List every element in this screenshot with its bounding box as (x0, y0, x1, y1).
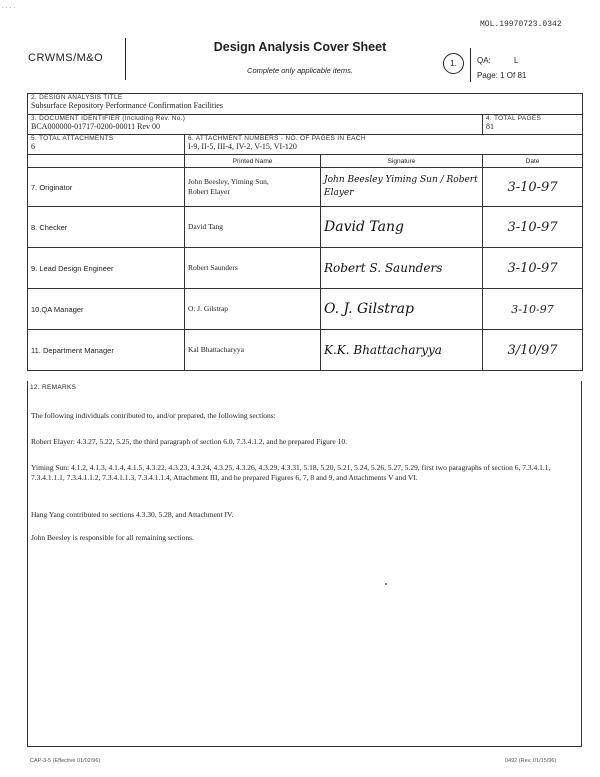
signature: O. J. Gilstrap (321, 289, 483, 330)
remarks-paragraph: Hang Yang contributed to sections 4.3.30, 5.28, and Attachment IV. (31, 510, 234, 519)
qa-label: QA: (477, 56, 491, 65)
table-row (28, 248, 583, 289)
field-label: 4. TOTAL PAGES (486, 115, 542, 122)
page-count: Page: 1 Of 81 (477, 71, 527, 80)
printed-name: Kal Bhattacharyya (185, 330, 321, 371)
total-pages-cell (483, 115, 583, 135)
role-label: 8. Checker (28, 207, 185, 248)
cover-sheet-table (27, 93, 583, 371)
attachment-numbers-cell (185, 135, 583, 155)
printed-name: David Tang (185, 207, 321, 248)
document-identifier: BCA000000-01717-0200-00011 Rev 00 (31, 122, 161, 131)
document-accession-number: MOL.19970723.0342 (480, 20, 562, 29)
date-header: Date (483, 155, 583, 168)
circled-number: 1. (443, 53, 464, 74)
page-subtitle: Complete only applicable items. (247, 66, 353, 75)
printed-name: O. J. Gilstrap (185, 289, 321, 330)
date: 3-10-97 (483, 207, 583, 248)
signature: Robert S. Saunders (321, 248, 483, 289)
header-blank (28, 155, 185, 168)
organization-name: CRWMS/M&O (28, 52, 104, 64)
date: 3-10-97 (483, 168, 583, 207)
design-analysis-title-cell (28, 94, 583, 115)
role-label: 11. Department Manager (28, 330, 185, 371)
printed-name: Robert Saunders (185, 248, 321, 289)
signature: K.K. Bhattacharyya (321, 330, 483, 371)
signature: David Tang (321, 207, 483, 248)
field-label: 2. DESIGN ANALYSIS TITLE (31, 94, 123, 101)
role-label: 9. Lead Design Engineer (28, 248, 185, 289)
remarks-paragraph: The following individuals contributed to, and/or prepared, the following sections: (31, 411, 276, 420)
date: 3/10/97 (483, 330, 583, 371)
speck (385, 583, 387, 585)
total-attachments: 6 (31, 142, 35, 151)
date: 3-10-97 (483, 289, 583, 330)
remarks-paragraph: Yiming Sun: 4.1.2, 4.1.3, 4.1.4, 4.1.5, 4.3.22, 4.3.23, 4.3.24, 4.3.25, 4.3.26, 4.3.29, 4.3.31, 5.18, 5.20, 5.21, 5.24, 5.26, 5.27, 5.29, first two paragraphs of section 6, 7.3.4.1.1, 7.3.4.1.1.1, 7.3.4.1.1.2, 7.3.4.1.1.3, 7.3.4.1.1.4, Attachment III, and he prepared Figures 6, 7, 8 and 9, and Attachments V and VI. (31, 463, 551, 482)
page-title: Design Analysis Cover Sheet (213, 40, 387, 54)
total-pages: 81 (486, 122, 494, 131)
field-label: 6. ATTACHMENT NUMBERS - NO. OF PAGES IN EACH (188, 135, 366, 142)
total-attachments-cell (28, 135, 185, 155)
qa-divider (470, 48, 471, 82)
date: 3-10-97 (483, 248, 583, 289)
role-label: 7. Originator (28, 168, 185, 207)
printed-name-header: Printed Name (185, 155, 321, 168)
remarks-box (27, 381, 582, 747)
remarks-label: 12. REMARKS (30, 384, 77, 391)
corner-mark: .... (2, 2, 17, 10)
remarks-paragraph: Robert Elayer: 4.3.27, 5.22, 5.25, the third paragraph of section 6.0, 7.3.4.1.2, and he prepared Figure 10. (31, 437, 347, 446)
field-label: 5. TOTAL ATTACHMENTS (31, 135, 114, 142)
footer-revision: 0492 (Rev. 01/15/96) (505, 758, 557, 764)
table-row (28, 207, 583, 248)
footer-form-id: CAP-3-5 (Effective 01/02/96) (30, 758, 101, 764)
remarks-paragraph: John Beesley is responsible for all remaining sections. (31, 533, 194, 542)
table-row (28, 168, 583, 207)
signature-header: Signature (321, 155, 483, 168)
design-analysis-title: Subsurface Repository Performance Confirmation Facilities (31, 101, 223, 110)
role-label: 10.QA Manager (28, 289, 185, 330)
attachment-numbers: I-9, II-5, III-4, IV-2, V-15, VI-120 (188, 142, 297, 151)
qa-value: L (514, 56, 519, 65)
printed-name: John Beesley, Yiming Sun, Robert Elayer (185, 168, 321, 207)
header-divider (125, 38, 126, 80)
signature: John Beesley Yiming Sun / Robert Elayer (321, 168, 483, 207)
table-row (28, 330, 583, 371)
field-label: 3. DOCUMENT IDENTIFIER (Including Rev. No.) (31, 115, 186, 122)
document-identifier-cell (28, 115, 483, 135)
table-row (28, 289, 583, 330)
